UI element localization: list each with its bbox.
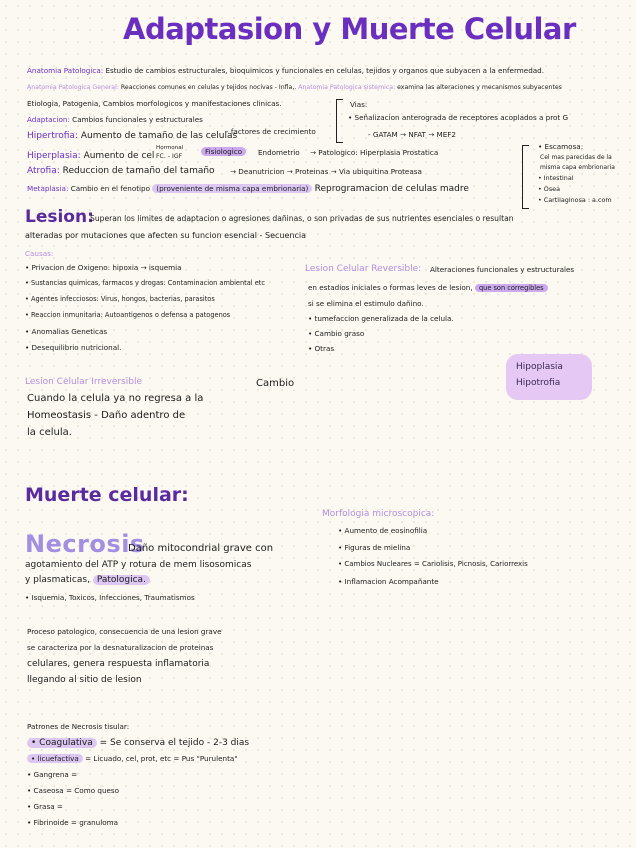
anatomia-patologica-line bbox=[27, 66, 544, 75]
patologica-highlight: Patologica. bbox=[93, 575, 150, 585]
necrosis-line-3 bbox=[25, 575, 150, 586]
causa-item: • Sustancias quimicas, farmacos y drogas: Contaminacion ambiental etc bbox=[25, 279, 265, 287]
proceso-line-4: llegando al sitio de lesion bbox=[27, 675, 142, 685]
irreversible-line-3: la celula. bbox=[27, 427, 72, 438]
patron-item bbox=[27, 818, 249, 834]
patron-item bbox=[27, 738, 249, 754]
fisiologico-chip bbox=[201, 147, 246, 156]
irreversible-line-1: Cuando la celula ya no regresa a la bbox=[27, 393, 204, 404]
hipoplasia-text: Hipoplasia bbox=[516, 362, 563, 372]
vias-title: Vias: bbox=[350, 100, 368, 109]
metaplasia-highlight: (proveniente de misma capa embrionaria) bbox=[152, 184, 312, 193]
endometrio-text: Endometrio bbox=[258, 148, 300, 157]
necrosis-line-1: Daño mitocondrial grave con bbox=[128, 543, 274, 554]
irreversible-title: Lesion Celular Irreversible bbox=[25, 377, 142, 387]
patron-label: • Coagulativa bbox=[27, 738, 97, 748]
hiperplasia-line bbox=[27, 151, 154, 162]
anatomia-general-text: Reacciones comunes en celulas y tejidos nocivas - Infla,. bbox=[120, 84, 297, 91]
hipoplasia-box bbox=[506, 354, 592, 400]
lesion-heading: Lesion: bbox=[25, 207, 94, 227]
patron-item bbox=[27, 754, 249, 770]
page-title: Adaptasion y Muerte Celular bbox=[123, 12, 576, 46]
causa-item: • Privacion de Oxigeno: hipoxia → isquemia bbox=[25, 263, 182, 272]
osea-item: • Osea bbox=[538, 185, 561, 193]
hipertrofia-label: Hipertrofia: bbox=[27, 131, 78, 141]
proceso-line-3: celulares, genera respuesta inflamatoria bbox=[27, 659, 210, 669]
patron-label: • Grasa bbox=[27, 802, 55, 811]
cambio-text: Cambio bbox=[256, 378, 295, 389]
patologico-text: → Patologico: Hiperplasia Prostatica bbox=[310, 148, 439, 157]
anatomia-patologica-text: Estudio de cambios estructurales, bioquimicos y funcionales en celulas, tejidos y organos que subyacen a la enfermedad. bbox=[105, 66, 545, 75]
necrosis-heading: Necrosis bbox=[25, 530, 145, 558]
causa-item: • Anomalias Geneticas bbox=[25, 327, 108, 336]
fc-label: FC. - IGF bbox=[156, 153, 183, 160]
irreversible-line-2: Homeostasis - Daño adentro de bbox=[27, 410, 186, 421]
anatomia-patologica-label: Anatomia Patologica: bbox=[27, 66, 104, 75]
morfologia-item: • Inflamacion Acompañante bbox=[338, 577, 439, 586]
necrosis-line-2: agotamiento del ATP y rotura de mem lisosomicas bbox=[25, 560, 252, 570]
patron-item bbox=[27, 802, 249, 818]
hipertrofia-line bbox=[27, 131, 237, 142]
muerte-heading: Muerte celular: bbox=[25, 484, 189, 506]
intestinal-item: • Intestinal bbox=[538, 174, 574, 182]
escamosa-desc-1: Cel mas parecidas de la bbox=[540, 154, 612, 161]
patron-label: • Caseosa bbox=[27, 786, 64, 795]
hormonal-label: Hormonal bbox=[156, 145, 184, 151]
lesion-def-1: Superan los limites de adaptacion o agresiones dañinas, o son privadas de sus nutrientes esenciales o resultan bbox=[90, 214, 514, 223]
atrofia-chain: → Deanutricion → Proteinas → Via ubiquitina Proteasa bbox=[230, 167, 422, 176]
morfologia-title: Morfologia microscopica: bbox=[322, 509, 435, 519]
patron-label: • Fibrinoide bbox=[27, 818, 69, 827]
patron-text: = bbox=[56, 802, 63, 811]
necrosis-causes: • Isquemia, Toxicos, Infecciones, Traumatismos bbox=[25, 593, 195, 602]
vias-bracket bbox=[336, 99, 343, 143]
causa-item: • Reaccion inmunitaria: Autoantigenos o defensa a patogenos bbox=[25, 311, 231, 319]
patrones-list bbox=[27, 738, 249, 834]
proceso-line-1: Proceso patologico, consecuencia de una lesion grave bbox=[27, 627, 222, 636]
atrofia-label: Atrofia: bbox=[27, 166, 60, 176]
causa-item: • Desequilibrio nutricional. bbox=[25, 343, 122, 352]
escamosa-desc-2: misma capa embrionaria bbox=[540, 164, 615, 171]
etiologia-line: Etiologia, Patogenia, Cambios morfologicos y manifestaciones clinicas. bbox=[27, 99, 282, 108]
reversible-title: Lesion Celular Reversible: bbox=[305, 264, 422, 274]
patron-text: = bbox=[71, 770, 78, 779]
reversible-item: • Otras bbox=[308, 344, 335, 353]
reversible-line-3: si se elimina el estimulo dañino. bbox=[308, 299, 424, 308]
patron-text: = Como queso bbox=[65, 786, 120, 795]
anatomia-sistemica-text: examina las alteraciones y mecanismos subyacentes bbox=[397, 84, 562, 91]
adaptacion-line bbox=[27, 115, 203, 124]
escamosa-bracket bbox=[522, 145, 529, 209]
reversible-list bbox=[308, 314, 454, 359]
metaplasia-text: Cambio en el fenotipo bbox=[70, 184, 150, 193]
reversible-line-2-text: en estadios iniciales o formas leves de lesion, bbox=[308, 283, 473, 292]
causa-item: • Agentes infecciosos: Virus, hongos, bacterias, parasitos bbox=[25, 295, 215, 303]
anatomia-general-label: Anatomia Patologica General: bbox=[27, 84, 119, 91]
atrofia-line bbox=[27, 166, 215, 177]
hiperplasia-label: Hiperplasia: bbox=[27, 151, 81, 161]
morfologia-item: • Cambios Nucleares = Cariolisis, Picnosis, Cariorrexis bbox=[338, 560, 528, 568]
metaplasia-line bbox=[27, 184, 469, 194]
metaplasia-after-text: Reprogramacion de celulas madre bbox=[314, 184, 469, 194]
causas-list bbox=[25, 263, 265, 359]
causas-title: Causas: bbox=[25, 249, 54, 258]
patron-text: = granuloma bbox=[70, 818, 119, 827]
vias-item-1: • Señalizacion anterograda de receptores acoplados a prot G bbox=[348, 113, 569, 122]
fisiologico-text: Fisiologico bbox=[201, 147, 246, 156]
reversible-line-1: Alteraciones funcionales y estructurales bbox=[430, 265, 575, 274]
patron-text: = Licuado, cel, prot, etc = Pus "Purulenta" bbox=[85, 754, 238, 763]
metaplasia-label: Metaplasia: bbox=[27, 184, 69, 193]
morfologia-item: • Aumento de eosinofilia bbox=[338, 526, 428, 535]
patron-item bbox=[27, 786, 249, 802]
corregibles-highlight: que son corregibles bbox=[475, 284, 548, 292]
proceso-line-2: se caracteriza por la desnaturalizacion de proteinas bbox=[27, 643, 214, 652]
hipertrofia-text: Aumento de tamaño de las celulas bbox=[80, 131, 238, 141]
morfologia-item: • Figuras de mielina bbox=[338, 543, 411, 552]
patrones-title: Patrones de Necrosis tisular: bbox=[27, 722, 130, 731]
atrofia-text: Reduccion de tamaño del tamaño bbox=[62, 166, 215, 176]
reversible-item: • tumefaccion generalizada de la celula. bbox=[308, 314, 454, 323]
morfologia-list bbox=[338, 526, 528, 594]
hipotrofia-text: Hipotrofia bbox=[516, 378, 561, 388]
adaptacion-text: Cambios funcionales y estructurales bbox=[72, 115, 203, 124]
anatomia-general-line bbox=[27, 84, 562, 92]
escamosa-title: • Escamosa: bbox=[538, 142, 584, 151]
patron-text: = Se conserva el tejido - 2-3 dias bbox=[99, 738, 250, 748]
hiperplasia-text: Aumento de cel bbox=[83, 151, 155, 161]
adaptacion-label: Adaptacion: bbox=[27, 115, 70, 124]
necrosis-line-3-text: y plasmaticas, bbox=[25, 575, 90, 585]
patron-item bbox=[27, 770, 249, 786]
reversible-line-2 bbox=[308, 283, 548, 293]
lesion-def-2: alteradas por mutaciones que afecten su funcion esencial - Secuencia bbox=[25, 231, 306, 240]
patron-label: • Gangrena bbox=[27, 770, 69, 779]
patron-label: • licuefactiva bbox=[27, 754, 83, 763]
reversible-item: • Cambio graso bbox=[308, 329, 365, 338]
factores-text: - factores de crecimiento bbox=[226, 127, 316, 136]
cartilaginosa-item: • Cartilaginosa : a.com bbox=[538, 196, 612, 204]
vias-item-2: - GATAM → NFAT → MEF2 bbox=[368, 130, 456, 139]
anatomia-sistemica-label: Anatomia Patologica sistemica: bbox=[298, 84, 396, 91]
